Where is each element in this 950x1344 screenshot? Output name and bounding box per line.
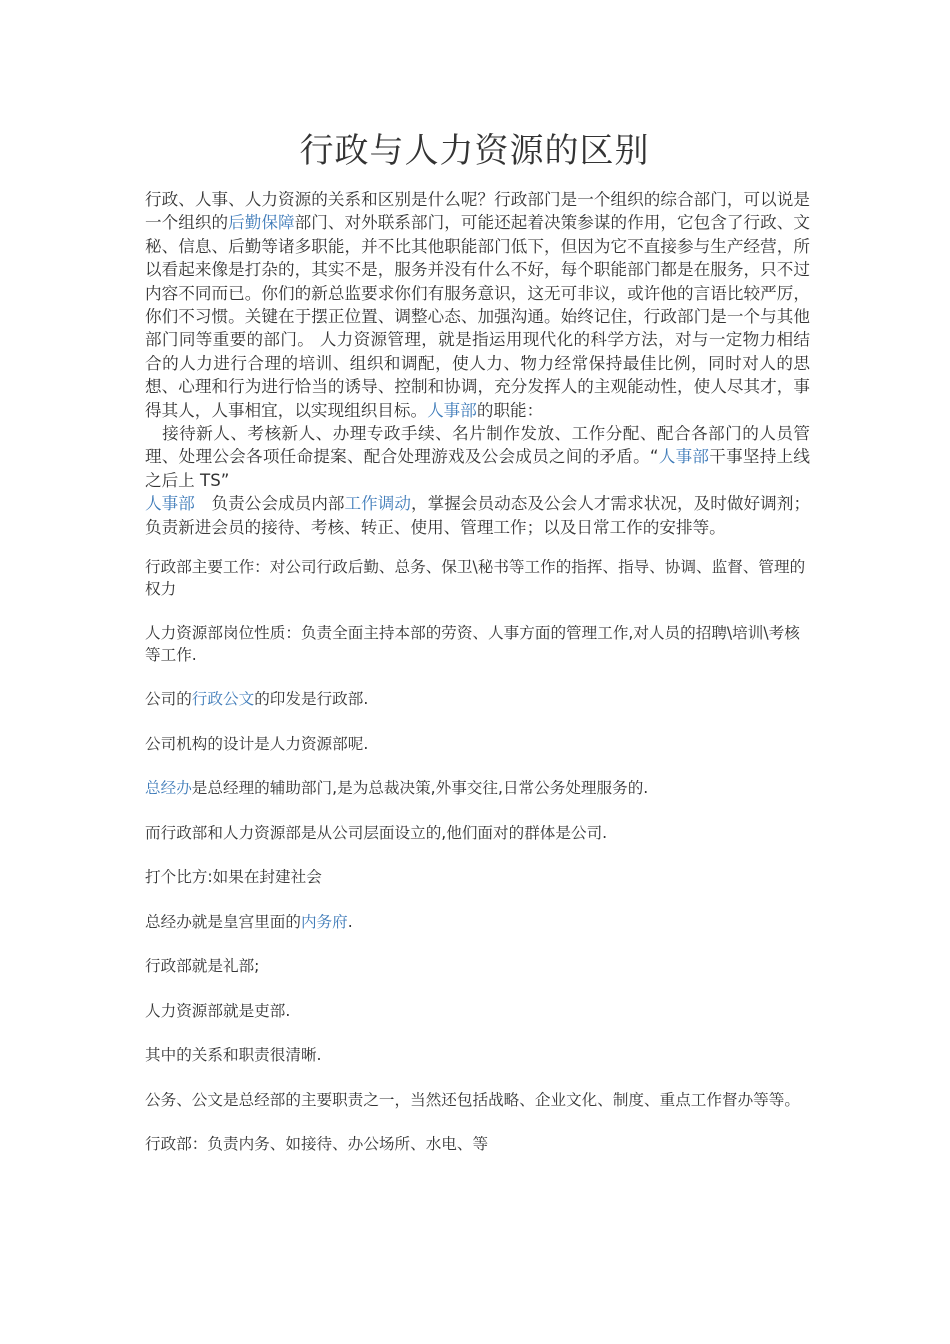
paragraph-imperial-household bbox=[145, 912, 810, 934]
link-admin-docs[interactable]: 行政公文 bbox=[191, 690, 255, 709]
document-page bbox=[145, 0, 810, 1156]
p3-text-post: 的印发是行政部. bbox=[254, 690, 369, 709]
link-hr-dept-1[interactable]: 人事部 bbox=[427, 400, 477, 420]
link-imperial-household[interactable]: 内务府 bbox=[300, 912, 348, 931]
paragraph-analogy: 打个比方:如果在封建社会 bbox=[145, 868, 322, 887]
paragraph-ministry-personnel: 人力资源部就是吏部. bbox=[145, 1001, 291, 1020]
paragraph-admin-duties: 行政部：负责内务、如接待、办公场所、水电、等 bbox=[145, 1135, 489, 1154]
paragraph-ministry-rites: 行政部就是礼部; bbox=[145, 957, 260, 976]
p3-text-pre: 公司的 bbox=[145, 690, 192, 709]
paragraph-clear-relation: 其中的关系和职责很清晰. bbox=[145, 1046, 322, 1065]
paragraph-admin-work: 行政部主要工作：对公司行政后勤、总务、保卫\秘书等工作的指挥、指导、协调、监督、管理的权力 bbox=[145, 558, 806, 598]
link-logistics[interactable]: 后勤保障 bbox=[228, 213, 295, 233]
paragraph-gm-office bbox=[145, 778, 810, 800]
intro-text-5: 干事坚持上线之后上 TS” bbox=[145, 447, 810, 490]
intro-text-4: 接待新人、考核新人、办理专政手续、名片制作发放、工作分配、配合各部门的人员管理、处理公会各项任命提案、配合处理游戏及公会成员之间的矛盾。“ bbox=[145, 424, 810, 467]
link-hr-dept-3[interactable]: 人事部 bbox=[145, 494, 195, 514]
paragraph-org-design: 公司机构的设计是人力资源部呢. bbox=[145, 734, 369, 753]
link-gm-office[interactable]: 总经办 bbox=[145, 779, 192, 798]
intro-text-1: 行政、人事、人力资源的关系和区别是什么呢？行政部门是一个组织的综合部门，可以说是一个组织的 bbox=[145, 190, 810, 233]
paragraph-hr-role: 人力资源部岗位性质：负责全面主持本部的劳资、人事方面的管理工作,对人员的招聘\培训\考核等工作. bbox=[145, 624, 800, 664]
intro-text-2: 部门、对外联系部门，可能还起着决策参谋的作用，它包含了行政、文秘、信息、后勤等诸多职能，并不比其他职能部门低下，但因为它不直接参与生产经营，所以看起来像是打杂的，其实不是，服务并没有什么不好，每个职能部门都是在服务，只不过内容不同而已。你们的新总监要求你们有服务意识，这无可非议，或许他的言语比较严厉，你们不习惯。关键在于摆正位置、调整心态、加强沟通。始终记住，行政部门是一个与其他部门同等重要的部门。 人力资源管理，就是指运用现代化的科学方法，对与一定物力相结合的人力进行合理的培训、组织和调配，使人力、物力经常保持最佳比例，同时对人的思想、心理和行为进行恰当的诱导、控制和协调，充分发挥人的主观能动性，使人尽其才，事得其人，人事相宜，以实现组织目标。 bbox=[145, 213, 811, 420]
p8-text-post: . bbox=[347, 912, 353, 931]
p5-text-post: 是总经理的辅助部门,是为总裁决策,外事交往,日常公务处理服务的. bbox=[191, 779, 649, 798]
intro-text-7: ，掌握会员动态及公会人才需求状况，及时做好调剂；负责新进会员的接待、考核、转正、使用、管理工作；以及日常工作的安排等。 bbox=[145, 494, 811, 537]
paragraph-gm-duties: 公务、公文是总经部的主要职责之一，当然还包括战略、企业文化、制度、重点工作督办等等。 bbox=[145, 1090, 800, 1109]
paragraph-official-docs bbox=[145, 689, 810, 711]
intro-text-3: 的职能： bbox=[476, 400, 544, 420]
intro-paragraph bbox=[145, 188, 810, 539]
intro-text-6: 负责公会成员内部 bbox=[194, 494, 345, 514]
paragraph-company-level: 而行政部和人力资源部是从公司层面设立的,他们面对的群体是公司. bbox=[145, 823, 608, 842]
link-job-transfer[interactable]: 工作调动 bbox=[344, 494, 412, 514]
page-title: 行政与人力资源的区别 bbox=[299, 131, 650, 171]
p8-text-pre: 总经办就是皇宫里面的 bbox=[145, 912, 301, 931]
link-hr-dept-2[interactable]: 人事部 bbox=[658, 447, 710, 467]
